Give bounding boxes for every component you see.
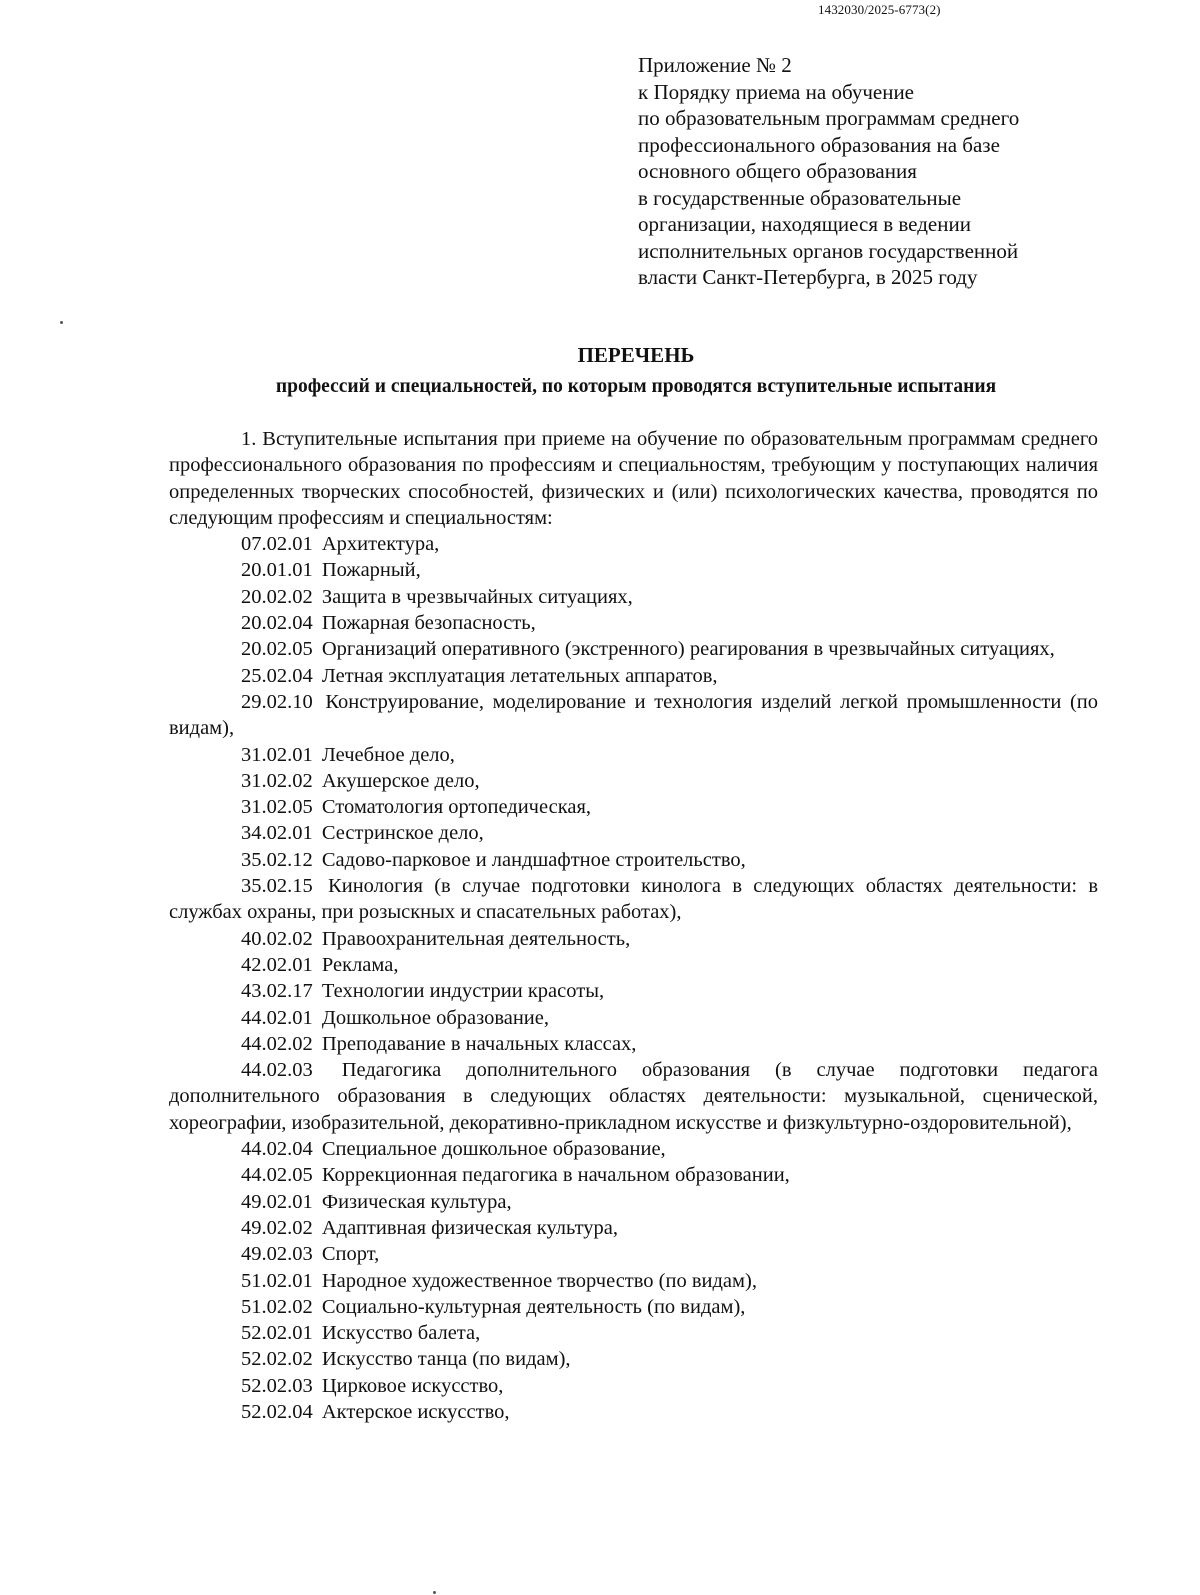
specialty-code: 07.02.01 (241, 533, 313, 556)
registration-number: 1432030/2025-6773(2) (818, 2, 941, 17)
specialty-name: Искусство балета, (321, 1322, 481, 1345)
specialty-item (169, 847, 1098, 873)
specialty-list (169, 531, 1098, 1425)
specialty-name: Лечебное дело, (321, 743, 455, 766)
specialty-code: 35.02.12 (241, 848, 313, 871)
specialty-name: Цирковое искусство, (321, 1374, 504, 1397)
specialty-name: Дошкольное образование, (321, 1006, 549, 1029)
specialty-name: Стоматология ортопедическая, (321, 796, 591, 819)
specialty-name: Кинология (в случае подготовки кинолога в следующих областях деятельности: в службах охраны, при розыскных и спасательных работах), (169, 875, 1098, 924)
appendix-line: основного общего образования (638, 159, 917, 183)
specialty-name: Сестринское дело, (321, 822, 484, 845)
specialty-name: Преподавание в начальных классах, (321, 1032, 637, 1055)
specialty-item (169, 1005, 1098, 1031)
specialty-item (169, 873, 1098, 926)
specialty-item (169, 1373, 1098, 1399)
specialty-name: Летная эксплуатация летательных аппаратов, (321, 664, 718, 687)
specialty-item (169, 1057, 1098, 1136)
specialty-code: 51.02.01 (241, 1269, 313, 1292)
specialty-item (169, 794, 1098, 820)
intro-paragraph: 1. Вступительные испытания при приеме на обучение по образовательным программам среднего профессионального образования по профессиям и специальностям, требующим у поступающих наличия определенных творческих способностей, физических и (или) психологических качества, проводятся по следующим профессиям и специальностям: (169, 428, 1098, 529)
scan-speck (60, 321, 63, 324)
specialty-name: Защита в чрезвычайных ситуациях, (321, 585, 633, 608)
specialty-name: Садово-парковое и ландшафтное строительство, (321, 848, 746, 871)
specialty-code: 52.02.04 (241, 1400, 313, 1423)
specialty-code: 49.02.02 (241, 1216, 313, 1239)
specialty-name: Актерское искусство, (321, 1400, 510, 1423)
specialty-code: 42.02.01 (241, 953, 313, 976)
appendix-line: исполнительных органов государственной (638, 238, 1019, 263)
specialty-item (169, 820, 1098, 846)
specialty-code: 34.02.01 (241, 822, 313, 845)
specialty-name: Народное художественное творчество (по видам), (321, 1269, 757, 1292)
specialty-item (169, 1346, 1098, 1372)
specialty-code: 20.01.01 (241, 559, 313, 582)
specialty-name: Конструирование, моделирование и технология изделий легкой промышленности (по видам), (169, 690, 1098, 740)
specialty-code: 44.02.02 (241, 1032, 313, 1055)
specialty-item (169, 689, 1098, 742)
specialty-code: 20.02.02 (241, 585, 313, 608)
specialty-item (169, 1162, 1098, 1188)
specialty-code: 49.02.03 (241, 1243, 313, 1266)
specialty-item (169, 636, 1098, 662)
specialty-item (169, 742, 1098, 768)
scan-speck (433, 1591, 436, 1594)
specialty-code: 31.02.02 (241, 769, 313, 792)
specialty-code: 20.02.05 (241, 638, 313, 661)
specialty-name: Пожарная безопасность, (321, 612, 536, 635)
specialty-name: Специальное дошкольное образование, (321, 1138, 666, 1161)
appendix-block (638, 52, 1019, 291)
specialty-code: 29.02.10 (241, 690, 313, 713)
specialty-item (169, 610, 1098, 636)
specialty-item (169, 1320, 1098, 1346)
specialty-code: 44.02.01 (241, 1006, 313, 1029)
document-subtitle: профессий и специальностей, по которым проводятся вступительные испытания (275, 376, 997, 397)
specialty-name: Архитектура, (321, 533, 440, 556)
specialty-name: Организаций оперативного (экстренного) реагирования в чрезвычайных ситуациях, (321, 638, 1055, 661)
specialty-name: Адаптивная физическая культура, (321, 1216, 619, 1239)
specialty-name: Спорт, (321, 1243, 380, 1266)
specialty-code: 40.02.02 (241, 927, 313, 950)
specialty-item (169, 1294, 1098, 1320)
specialty-name: Коррекционная педагогика в начальном образовании, (321, 1164, 790, 1187)
specialty-item (169, 926, 1098, 952)
specialty-name: Правоохранительная деятельность, (321, 927, 631, 950)
appendix-line: в государственные образовательные (638, 185, 962, 210)
specialty-code: 25.02.04 (241, 664, 313, 687)
specialty-code: 35.02.15 (241, 875, 313, 898)
specialty-name: Педагогика дополнительного образования (в случае подготовки педагога дополнительного образования в следующих областях деятельности: музыкальной, сценической, хореографии, изобразительной, декоративно-прикладном искусстве и физкультурно-оздоровительной), (169, 1059, 1099, 1134)
specialty-name: Реклама, (321, 953, 399, 976)
appendix-line: профессионального образования на базе (638, 132, 1000, 157)
specialty-code: 49.02.01 (241, 1190, 313, 1213)
specialty-item (169, 531, 1098, 557)
appendix-line: Приложение № 2 (638, 53, 792, 77)
specialty-item (169, 1189, 1098, 1215)
specialty-item (169, 584, 1098, 610)
appendix-line: организации, находящиеся в ведении (638, 212, 971, 236)
specialty-name: Социально-культурная деятельность (по видам), (321, 1295, 746, 1318)
specialty-item (169, 1031, 1098, 1057)
specialty-item (169, 768, 1098, 794)
specialty-item (169, 1241, 1098, 1267)
specialty-code: 52.02.01 (241, 1322, 313, 1345)
specialty-item (169, 1136, 1098, 1162)
appendix-line: по образовательным программам среднего (638, 106, 1020, 130)
specialty-item (169, 663, 1098, 689)
appendix-line: к Порядку приема на обучение (638, 79, 915, 104)
specialty-name: Искусство танца (по видам), (321, 1348, 571, 1371)
specialty-code: 44.02.05 (241, 1164, 313, 1187)
specialty-code: 43.02.17 (241, 980, 313, 1003)
specialty-code: 31.02.05 (241, 796, 313, 819)
specialty-name: Пожарный, (321, 559, 421, 582)
specialty-code: 44.02.03 (241, 1059, 313, 1082)
specialty-item (169, 1399, 1098, 1425)
specialty-name: Физическая культура, (321, 1190, 512, 1213)
specialty-item (169, 952, 1098, 978)
document-title: ПЕРЕЧЕНЬ (577, 343, 695, 367)
specialty-code: 52.02.02 (241, 1348, 313, 1371)
specialty-name: Акушерское дело, (321, 769, 480, 792)
specialty-name: Технологии индустрии красоты, (321, 980, 605, 1003)
specialty-item (169, 978, 1098, 1004)
specialty-item (169, 1215, 1098, 1241)
specialty-code: 51.02.02 (241, 1295, 313, 1318)
specialty-item (169, 557, 1098, 583)
appendix-line: власти Санкт-Петербурга, в 2025 году (638, 265, 978, 289)
specialty-code: 31.02.01 (241, 743, 313, 766)
specialty-code: 44.02.04 (241, 1138, 313, 1161)
specialty-code: 20.02.04 (241, 612, 313, 635)
specialty-code: 52.02.03 (241, 1374, 313, 1397)
document-body (169, 426, 1098, 1425)
specialty-item (169, 1268, 1098, 1294)
